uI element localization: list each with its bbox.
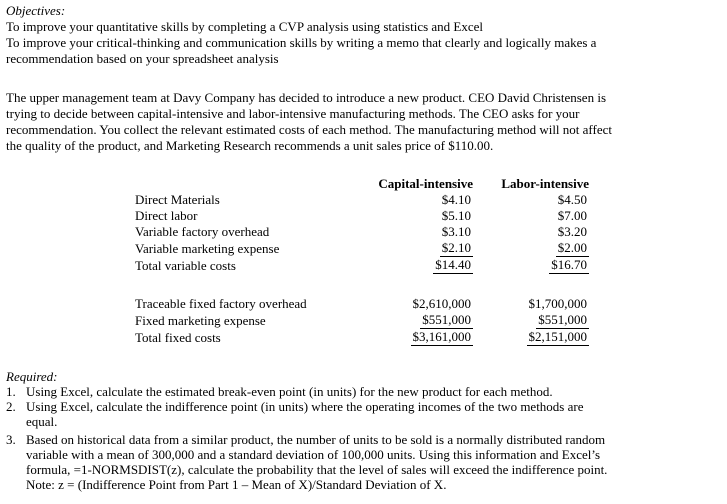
table-row-total xyxy=(135,257,589,274)
cell-labor: $7.00 xyxy=(557,208,587,223)
list-item xyxy=(6,399,721,429)
table-row xyxy=(135,208,589,224)
cell-capital: $14.40 xyxy=(435,257,471,272)
item-line: Based on historical data from a similar product, the number of units to be sold is a normally distributed random xyxy=(26,432,606,447)
item-number: 1. xyxy=(6,384,16,399)
cell-capital: $2.10 xyxy=(441,240,471,255)
cell-labor: $2.00 xyxy=(557,240,587,255)
table-row-total xyxy=(135,329,589,346)
row-label: Total fixed costs xyxy=(135,329,221,345)
item-line: equal. xyxy=(26,414,58,429)
item-number: 3. xyxy=(6,432,16,447)
objective-line: recommendation based on your spreadsheet analysis xyxy=(6,51,279,66)
cell-capital: $3.10 xyxy=(441,224,471,239)
table-header-row xyxy=(135,176,589,192)
objectives-heading: Objectives: xyxy=(6,3,66,18)
required-list xyxy=(6,384,721,492)
row-label: Direct labor xyxy=(135,208,198,223)
table-row xyxy=(135,296,589,312)
intro-line: The upper management team at Davy Company has decided to introduce a new product. CEO David Christensen is xyxy=(6,90,606,105)
row-label: Variable factory overhead xyxy=(135,224,270,239)
cell-capital: $2,610,000 xyxy=(412,296,471,311)
item-line: formula, =1-NORMSDIST(z), calculate the probability that the level of sales will exceed the indifference point. xyxy=(26,462,608,477)
cell-capital: $4.10 xyxy=(441,192,471,207)
intro-line: the quality of the product, and Marketing Research recommends a unit sales price of $110.00. xyxy=(6,138,494,153)
row-label: Total variable costs xyxy=(135,257,236,273)
row-label: Fixed marketing expense xyxy=(135,312,266,328)
item-number: 2. xyxy=(6,399,16,414)
cell-labor: $551,000 xyxy=(538,312,587,327)
cell-labor: $16.70 xyxy=(551,257,587,272)
item-line: Using Excel, calculate the estimated break-even point (in units) for the new product for each method. xyxy=(26,384,553,399)
cost-table xyxy=(135,176,589,346)
cell-labor: $1,700,000 xyxy=(528,296,587,311)
table-row xyxy=(135,192,589,208)
table-row xyxy=(135,312,589,329)
objective-line: To improve your quantitative skills by completing a CVP analysis using statistics and Excel xyxy=(6,19,484,34)
cell-labor: $2,151,000 xyxy=(528,329,587,344)
item-line: Using Excel, calculate the indifference point (in units) where the operating incomes of the two methods are xyxy=(26,399,584,414)
row-label: Variable marketing expense xyxy=(135,240,280,256)
row-label: Direct Materials xyxy=(135,192,220,207)
cell-capital: $551,000 xyxy=(422,312,471,327)
cell-labor: $3.20 xyxy=(557,224,587,239)
col-header-capital: Capital-intensive xyxy=(378,176,473,191)
cell-labor: $4.50 xyxy=(557,192,587,207)
item-line: Note: z = (Indifference Point from Part 1 – Mean of X)/Standard Deviation of X. xyxy=(26,477,447,492)
intro-line: recommendation. You collect the relevant estimated costs of each method. The manufacturing method will not affect xyxy=(6,122,613,137)
required-heading: Required: xyxy=(6,369,58,384)
item-line: variable with a mean of 300,000 and a standard deviation of 100,000 units. Using this information and Excel’s xyxy=(26,447,601,462)
col-header-labor: Labor-intensive xyxy=(501,176,589,191)
row-label: Traceable fixed factory overhead xyxy=(135,296,307,311)
list-item xyxy=(6,384,721,399)
cell-capital: $5.10 xyxy=(441,208,471,223)
objective-line: To improve your critical-thinking and communication skills by writing a memo that clearly and logically makes a xyxy=(6,35,597,50)
cell-capital: $3,161,000 xyxy=(412,329,471,344)
table-row xyxy=(135,240,589,257)
intro-line: trying to decide between capital-intensive and labor-intensive manufacturing methods. The CEO asks for your xyxy=(6,106,580,121)
list-item xyxy=(6,432,721,492)
table-row xyxy=(135,224,589,240)
